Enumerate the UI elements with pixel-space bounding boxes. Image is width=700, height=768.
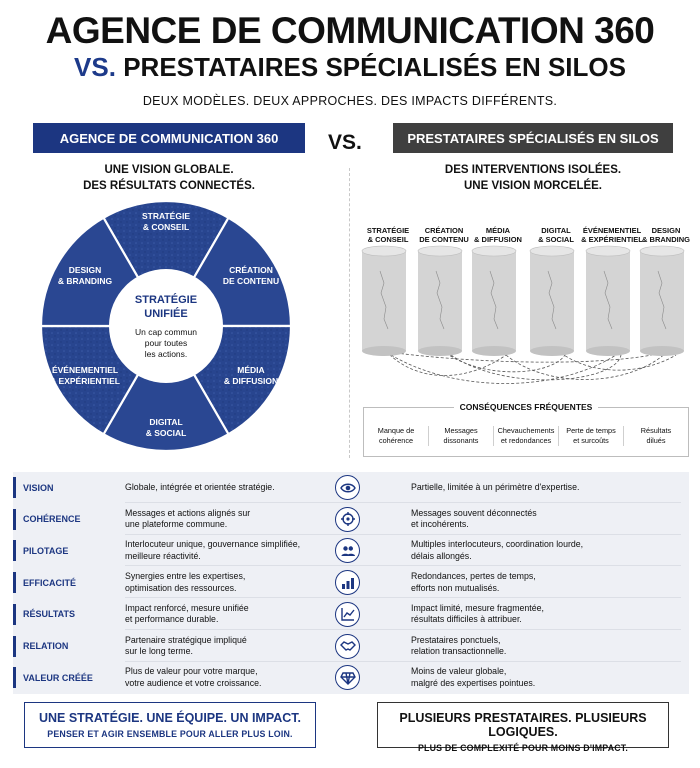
right-tagline (393, 162, 673, 194)
row-accent-bar (13, 509, 16, 530)
silo-label: DIGITAL & SOCIAL (538, 226, 574, 244)
diamond-icon (335, 665, 360, 690)
row-agency-text: Partenaire stratégique impliqué sur le long terme. (125, 634, 247, 656)
table-row (13, 599, 689, 630)
silo-base (640, 346, 684, 356)
row-accent-bar (13, 572, 16, 593)
silo-label: MÉDIA & DIFFUSION (474, 226, 522, 244)
vs-label: VS. (328, 131, 362, 154)
table-row (13, 567, 689, 598)
vertical-divider (349, 168, 350, 458)
table-row (13, 535, 689, 566)
left-tagline (33, 162, 305, 194)
silo-top (640, 246, 684, 256)
silo-top (362, 246, 406, 256)
right-heading: PRESTATAIRES SPÉCIALISÉS EN SILOS (393, 123, 673, 153)
footer-left-title: UNE STRATÉGIE. UNE ÉQUIPE. UN IMPACT. (38, 711, 302, 725)
row-accent-bar (13, 636, 16, 657)
consequences-box (363, 402, 689, 457)
wheel-segment-label: & BRANDING (57, 276, 113, 286)
table-row (13, 631, 689, 662)
footer-left-subtitle: PENSER ET AGIR ENSEMBLE POUR ALLER PLUS LOIN. (47, 729, 293, 739)
row-label: COHÉRENCE (23, 514, 81, 525)
page-subtitle: DEUX MODÈLES. DEUX APPROCHES. DES IMPACTS DIFFÉRENTS. (142, 94, 558, 108)
silos-illustration (356, 243, 696, 393)
row-silo-text: Impact limité, mesure fragmentée, résultats difficiles à attribuer. (411, 602, 544, 625)
title-vs: VS. (74, 52, 116, 82)
row-label: VALEUR CRÉÉE (23, 672, 93, 683)
row-agency-text: Interlocuteur unique, gouvernance simplifiée, meilleure réactivité. (125, 539, 301, 561)
row-accent-bar (13, 540, 16, 561)
wheel-segment-label: CRÉATION (229, 265, 273, 275)
table-row (13, 472, 689, 503)
silo-label: DESIGN & BRANDING (642, 226, 690, 244)
silo-top (418, 246, 462, 256)
target-icon (335, 507, 360, 532)
table-row (13, 662, 689, 693)
wheel-segment-label: & CONSEIL (142, 222, 190, 232)
footer-right-title: PLUSIEURS PRESTATAIRES. PLUSIEURS LOGIQUES. (399, 711, 647, 739)
row-silo-text: Partielle, limitée à un périmètre d'expertise. (411, 481, 580, 492)
silo-base (418, 346, 462, 356)
row-accent-bar (13, 477, 16, 498)
footer-left-box (24, 702, 316, 748)
line-chart-icon (335, 602, 360, 627)
center-title-1: STRATÉGIE (134, 294, 198, 306)
right-tagline-line1: DES INTERVENTIONS ISOLÉES. (444, 164, 622, 176)
row-label: RELATION (23, 641, 69, 651)
consequence-item: Perte de temps et surcoûts (558, 426, 623, 446)
wheel-segment-label: & SOCIAL (145, 428, 187, 438)
row-agency-text: Messages et actions alignés sur une plateforme commune. (125, 507, 251, 530)
silo-top (472, 246, 516, 256)
wheel-segment-label: STRATÉGIE (141, 211, 191, 221)
handshake-icon (335, 634, 360, 659)
center-text-1: Un cap commun (135, 327, 197, 337)
consequence-item: Manque de cohérence (377, 426, 415, 445)
wheel-segment-label: & DIFFUSION (223, 376, 279, 386)
center-title-2: UNIFIÉE (144, 308, 188, 320)
silo-base (530, 346, 574, 356)
wheel-segment-label: DE CONTENU (222, 276, 280, 286)
consequences-list (364, 426, 688, 446)
left-heading: AGENCE DE COMMUNICATION 360 (33, 123, 305, 153)
wheel-segment-label: DIGITAL (149, 417, 183, 427)
row-silo-text: Prestataires ponctuels, relation transactionnelle. (411, 634, 507, 656)
silo-label: ÉVÉNEMENTIEL & EXPÉRIENTIEL (581, 226, 643, 244)
silo-top (586, 246, 630, 256)
silo-top (530, 246, 574, 256)
wheel-segment-label: DESIGN (68, 265, 102, 275)
silo-label: STRATÉGIE & CONSEIL (366, 226, 410, 244)
row-silo-text: Multiples interlocuteurs, coordination lourde, délais allongés. (411, 539, 584, 561)
silo-base (586, 346, 630, 356)
silo-base (472, 346, 516, 356)
row-silo-text: Messages souvent déconnectés et incohérents. (411, 507, 537, 530)
consequence-item: Messages dissonants (428, 426, 493, 446)
row-agency-text: Synergies entre les expertises, optimisation des ressources. (125, 571, 246, 593)
silo-base (362, 346, 406, 356)
silo-label: CRÉATION DE CONTENU (419, 226, 469, 244)
row-accent-bar (13, 667, 16, 688)
footer-right-subtitle: PLUS DE COMPLEXITÉ POUR MOINS D'IMPACT. (417, 743, 629, 753)
wheel-segment-label: ÉVÉNEMENTIEL (51, 365, 119, 375)
title-silos: PRESTATAIRES SPÉCIALISÉS EN SILOS (123, 52, 626, 82)
comparison-table (13, 472, 689, 694)
strategy-wheel (39, 199, 293, 453)
left-tagline-line1: UNE VISION GLOBALE. (104, 164, 234, 176)
row-agency-text: Globale, intégrée et orientée stratégie. (125, 481, 275, 492)
people-icon (335, 538, 360, 563)
page-title: AGENCE DE COMMUNICATION 360 (45, 10, 655, 51)
row-silo-text: Moins de valeur globale, malgré des expertises pointues. (411, 666, 536, 688)
left-tagline-line2: DES RÉSULTATS CONNECTÉS. (83, 180, 255, 192)
bar-chart-icon (335, 570, 360, 595)
row-agency-text: Plus de valeur pour votre marque, votre audience et votre croissance. (125, 666, 262, 688)
table-row (13, 504, 689, 535)
row-label: VISION (23, 482, 54, 493)
wheel-segment-label: & EXPÉRIENTIEL (50, 376, 120, 386)
row-label: RÉSULTATS (23, 609, 75, 620)
center-text-2: pour toutes (144, 338, 188, 348)
page-title-line2 (0, 52, 700, 82)
row-accent-bar (13, 604, 16, 625)
consequence-item: Résultats dilués (623, 426, 688, 446)
right-tagline-line2: UNE VISION MORCELÉE. (463, 180, 603, 192)
row-silo-text: Redondances, pertes de temps, efforts non mutualisés. (411, 571, 536, 593)
footer-right-box (377, 702, 669, 753)
eye-icon (335, 475, 360, 500)
row-label: PILOTAGE (23, 545, 69, 556)
row-label: EFFICACITÉ (23, 577, 76, 588)
wheel-center (109, 269, 223, 383)
wheel-segment-label: MÉDIA (237, 365, 265, 375)
consequence-item: Chevauchements et redondances (493, 426, 558, 446)
center-text-3: les actions. (144, 349, 188, 359)
row-agency-text: Impact renforcé, mesure unifiée et performance durable. (125, 602, 249, 625)
consequences-title: CONSÉQUENCES FRÉQUENTES (364, 402, 688, 412)
